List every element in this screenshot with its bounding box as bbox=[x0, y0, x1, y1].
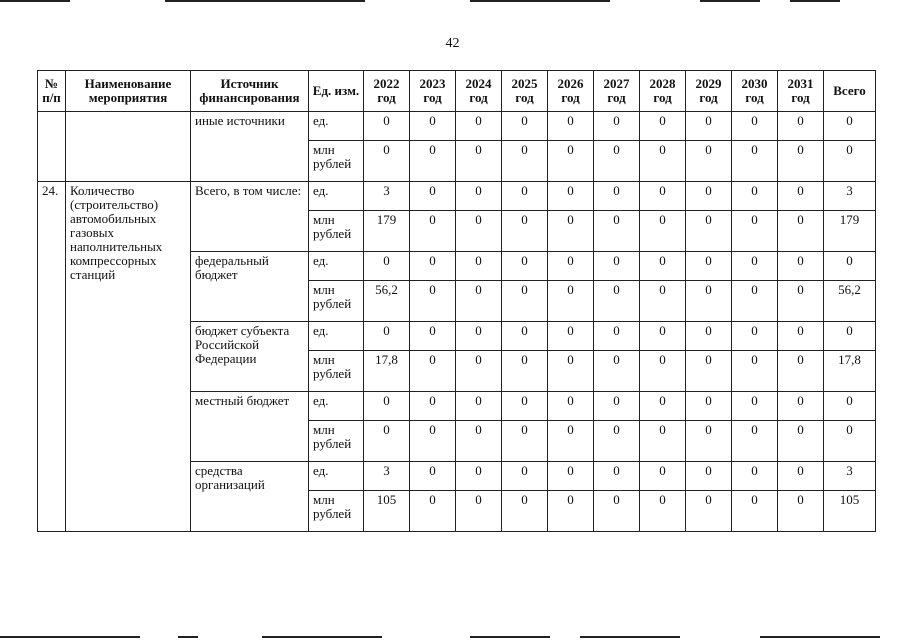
year-value-cell: 0 bbox=[640, 392, 686, 421]
year-value-cell: 0 bbox=[548, 281, 594, 322]
year-value-cell: 0 bbox=[502, 462, 548, 491]
total-cell: 179 bbox=[824, 211, 876, 252]
year-value-cell: 0 bbox=[502, 252, 548, 281]
table-header-row bbox=[38, 71, 876, 112]
year-value-cell: 0 bbox=[778, 252, 824, 281]
header-year: 2026 год bbox=[548, 71, 594, 112]
year-value-cell: 0 bbox=[640, 351, 686, 392]
year-value-cell: 0 bbox=[364, 322, 410, 351]
year-value-cell: 0 bbox=[456, 351, 502, 392]
year-value-cell: 0 bbox=[502, 421, 548, 462]
total-cell: 0 bbox=[824, 112, 876, 141]
year-value-cell: 0 bbox=[686, 462, 732, 491]
year-value-cell: 0 bbox=[778, 112, 824, 141]
year-value-cell: 0 bbox=[456, 421, 502, 462]
year-value-cell: 0 bbox=[456, 392, 502, 421]
row-number bbox=[38, 112, 66, 182]
year-value-cell: 0 bbox=[594, 421, 640, 462]
year-value-cell: 0 bbox=[594, 281, 640, 322]
year-value-cell: 179 bbox=[364, 211, 410, 252]
year-value-cell: 0 bbox=[548, 252, 594, 281]
year-value-cell: 0 bbox=[548, 141, 594, 182]
year-value-cell: 0 bbox=[456, 491, 502, 532]
year-value-cell: 0 bbox=[364, 252, 410, 281]
year-value-cell: 0 bbox=[410, 182, 456, 211]
unit-cell: млн рублей bbox=[309, 351, 364, 392]
year-value-cell: 0 bbox=[732, 322, 778, 351]
total-cell: 0 bbox=[824, 392, 876, 421]
unit-cell: млн рублей bbox=[309, 421, 364, 462]
header-year: 2029 год bbox=[686, 71, 732, 112]
header-year: 2028 год bbox=[640, 71, 686, 112]
total-cell: 3 bbox=[824, 182, 876, 211]
measure-name bbox=[66, 112, 191, 182]
year-value-cell: 0 bbox=[410, 351, 456, 392]
year-value-cell: 0 bbox=[732, 211, 778, 252]
year-value-cell: 0 bbox=[410, 211, 456, 252]
year-value-cell: 0 bbox=[548, 112, 594, 141]
year-value-cell: 0 bbox=[686, 182, 732, 211]
scan-top-edge bbox=[0, 0, 905, 3]
year-value-cell: 0 bbox=[640, 462, 686, 491]
year-value-cell: 0 bbox=[410, 112, 456, 141]
year-value-cell: 0 bbox=[410, 462, 456, 491]
year-value-cell: 0 bbox=[410, 281, 456, 322]
year-value-cell: 0 bbox=[364, 392, 410, 421]
year-value-cell: 0 bbox=[456, 462, 502, 491]
total-cell: 3 bbox=[824, 462, 876, 491]
year-value-cell: 0 bbox=[456, 112, 502, 141]
year-value-cell: 0 bbox=[502, 141, 548, 182]
total-cell: 0 bbox=[824, 252, 876, 281]
year-value-cell: 0 bbox=[686, 112, 732, 141]
year-value-cell: 0 bbox=[686, 392, 732, 421]
year-value-cell: 105 bbox=[364, 491, 410, 532]
year-value-cell: 0 bbox=[778, 491, 824, 532]
year-value-cell: 0 bbox=[548, 211, 594, 252]
year-value-cell: 0 bbox=[686, 141, 732, 182]
header-year: 2023 год bbox=[410, 71, 456, 112]
unit-cell: ед. bbox=[309, 462, 364, 491]
year-value-cell: 0 bbox=[686, 421, 732, 462]
year-value-cell: 0 bbox=[778, 211, 824, 252]
funding-source: бюджет субъекта Российской Федерации bbox=[191, 322, 309, 392]
year-value-cell: 0 bbox=[732, 281, 778, 322]
year-value-cell: 0 bbox=[686, 491, 732, 532]
funding-source: Всего, в том числе: bbox=[191, 182, 309, 252]
year-value-cell: 0 bbox=[594, 491, 640, 532]
year-value-cell: 0 bbox=[594, 112, 640, 141]
header-year: 2031 год bbox=[778, 71, 824, 112]
year-value-cell: 0 bbox=[594, 252, 640, 281]
header-year: 2030 год bbox=[732, 71, 778, 112]
year-value-cell: 0 bbox=[410, 322, 456, 351]
year-value-cell: 0 bbox=[732, 462, 778, 491]
year-value-cell: 0 bbox=[732, 421, 778, 462]
year-value-cell: 0 bbox=[456, 182, 502, 211]
header-source: Источник финансирования bbox=[191, 71, 309, 112]
header-year: 2025 год bbox=[502, 71, 548, 112]
header-total: Всего bbox=[824, 71, 876, 112]
total-cell: 17,8 bbox=[824, 351, 876, 392]
year-value-cell: 0 bbox=[502, 491, 548, 532]
year-value-cell: 0 bbox=[364, 141, 410, 182]
year-value-cell: 0 bbox=[640, 112, 686, 141]
year-value-cell: 0 bbox=[640, 491, 686, 532]
year-value-cell: 0 bbox=[456, 252, 502, 281]
year-value-cell: 0 bbox=[686, 252, 732, 281]
funding-source: средства организаций bbox=[191, 462, 309, 532]
year-value-cell: 0 bbox=[778, 281, 824, 322]
year-value-cell: 0 bbox=[364, 112, 410, 141]
total-cell: 0 bbox=[824, 141, 876, 182]
total-cell: 0 bbox=[824, 421, 876, 462]
scan-bottom-edge bbox=[0, 636, 905, 639]
year-value-cell: 0 bbox=[364, 421, 410, 462]
year-value-cell: 0 bbox=[640, 252, 686, 281]
year-value-cell: 0 bbox=[732, 112, 778, 141]
unit-cell: ед. bbox=[309, 392, 364, 421]
header-name: Наименование мероприятия bbox=[66, 71, 191, 112]
year-value-cell: 0 bbox=[686, 322, 732, 351]
year-value-cell: 0 bbox=[410, 392, 456, 421]
year-value-cell: 0 bbox=[548, 421, 594, 462]
table-row bbox=[38, 112, 876, 141]
year-value-cell: 0 bbox=[548, 182, 594, 211]
year-value-cell: 0 bbox=[732, 252, 778, 281]
year-value-cell: 0 bbox=[594, 141, 640, 182]
financing-table bbox=[37, 70, 876, 532]
header-num: № п/п bbox=[38, 71, 66, 112]
year-value-cell: 3 bbox=[364, 182, 410, 211]
funding-source: местный бюджет bbox=[191, 392, 309, 462]
year-value-cell: 0 bbox=[640, 421, 686, 462]
funding-source: иные источники bbox=[191, 112, 309, 182]
year-value-cell: 0 bbox=[778, 351, 824, 392]
unit-cell: ед. bbox=[309, 182, 364, 211]
year-value-cell: 0 bbox=[456, 322, 502, 351]
unit-cell: млн рублей bbox=[309, 211, 364, 252]
total-cell: 105 bbox=[824, 491, 876, 532]
year-value-cell: 0 bbox=[548, 462, 594, 491]
header-year: 2027 год bbox=[594, 71, 640, 112]
year-value-cell: 0 bbox=[502, 281, 548, 322]
year-value-cell: 0 bbox=[778, 421, 824, 462]
row-number: 24. bbox=[38, 182, 66, 532]
year-value-cell: 0 bbox=[778, 462, 824, 491]
year-value-cell: 0 bbox=[456, 141, 502, 182]
year-value-cell: 0 bbox=[502, 211, 548, 252]
year-value-cell: 0 bbox=[732, 141, 778, 182]
year-value-cell: 0 bbox=[410, 491, 456, 532]
year-value-cell: 0 bbox=[732, 351, 778, 392]
year-value-cell: 0 bbox=[686, 351, 732, 392]
total-cell: 0 bbox=[824, 322, 876, 351]
unit-cell: млн рублей bbox=[309, 491, 364, 532]
year-value-cell: 0 bbox=[594, 322, 640, 351]
year-value-cell: 0 bbox=[410, 421, 456, 462]
year-value-cell: 0 bbox=[594, 211, 640, 252]
year-value-cell: 0 bbox=[778, 392, 824, 421]
unit-cell: млн рублей bbox=[309, 141, 364, 182]
year-value-cell: 0 bbox=[640, 281, 686, 322]
year-value-cell: 0 bbox=[594, 351, 640, 392]
funding-source: федеральный бюджет bbox=[191, 252, 309, 322]
year-value-cell: 0 bbox=[548, 351, 594, 392]
year-value-cell: 0 bbox=[640, 182, 686, 211]
page-number: 42 bbox=[445, 36, 460, 51]
unit-cell: ед. bbox=[309, 322, 364, 351]
year-value-cell: 0 bbox=[594, 182, 640, 211]
year-value-cell: 0 bbox=[548, 491, 594, 532]
year-value-cell: 0 bbox=[778, 141, 824, 182]
year-value-cell: 0 bbox=[410, 252, 456, 281]
year-value-cell: 0 bbox=[640, 322, 686, 351]
year-value-cell: 17,8 bbox=[364, 351, 410, 392]
year-value-cell: 0 bbox=[732, 392, 778, 421]
year-value-cell: 0 bbox=[456, 211, 502, 252]
year-value-cell: 0 bbox=[410, 141, 456, 182]
year-value-cell: 0 bbox=[732, 182, 778, 211]
year-value-cell: 0 bbox=[778, 322, 824, 351]
year-value-cell: 0 bbox=[732, 491, 778, 532]
year-value-cell: 0 bbox=[640, 211, 686, 252]
total-cell: 56,2 bbox=[824, 281, 876, 322]
header-unit: Ед. изм. bbox=[309, 71, 364, 112]
year-value-cell: 0 bbox=[548, 392, 594, 421]
year-value-cell: 0 bbox=[502, 392, 548, 421]
measure-name: Количество (строительство) автомобильных газовых наполнительных компрессорных станций bbox=[66, 182, 191, 532]
year-value-cell: 3 bbox=[364, 462, 410, 491]
year-value-cell: 0 bbox=[640, 141, 686, 182]
unit-cell: ед. bbox=[309, 252, 364, 281]
year-value-cell: 0 bbox=[502, 322, 548, 351]
year-value-cell: 0 bbox=[778, 182, 824, 211]
year-value-cell: 0 bbox=[686, 281, 732, 322]
header-year: 2024 год bbox=[456, 71, 502, 112]
table-row bbox=[38, 182, 876, 211]
year-value-cell: 0 bbox=[548, 322, 594, 351]
header-year: 2022 год bbox=[364, 71, 410, 112]
year-value-cell: 0 bbox=[456, 281, 502, 322]
year-value-cell: 0 bbox=[502, 351, 548, 392]
year-value-cell: 0 bbox=[686, 211, 732, 252]
year-value-cell: 0 bbox=[502, 182, 548, 211]
unit-cell: ед. bbox=[309, 112, 364, 141]
year-value-cell: 0 bbox=[594, 462, 640, 491]
unit-cell: млн рублей bbox=[309, 281, 364, 322]
year-value-cell: 0 bbox=[594, 392, 640, 421]
table-body bbox=[38, 112, 876, 532]
year-value-cell: 56,2 bbox=[364, 281, 410, 322]
year-value-cell: 0 bbox=[502, 112, 548, 141]
